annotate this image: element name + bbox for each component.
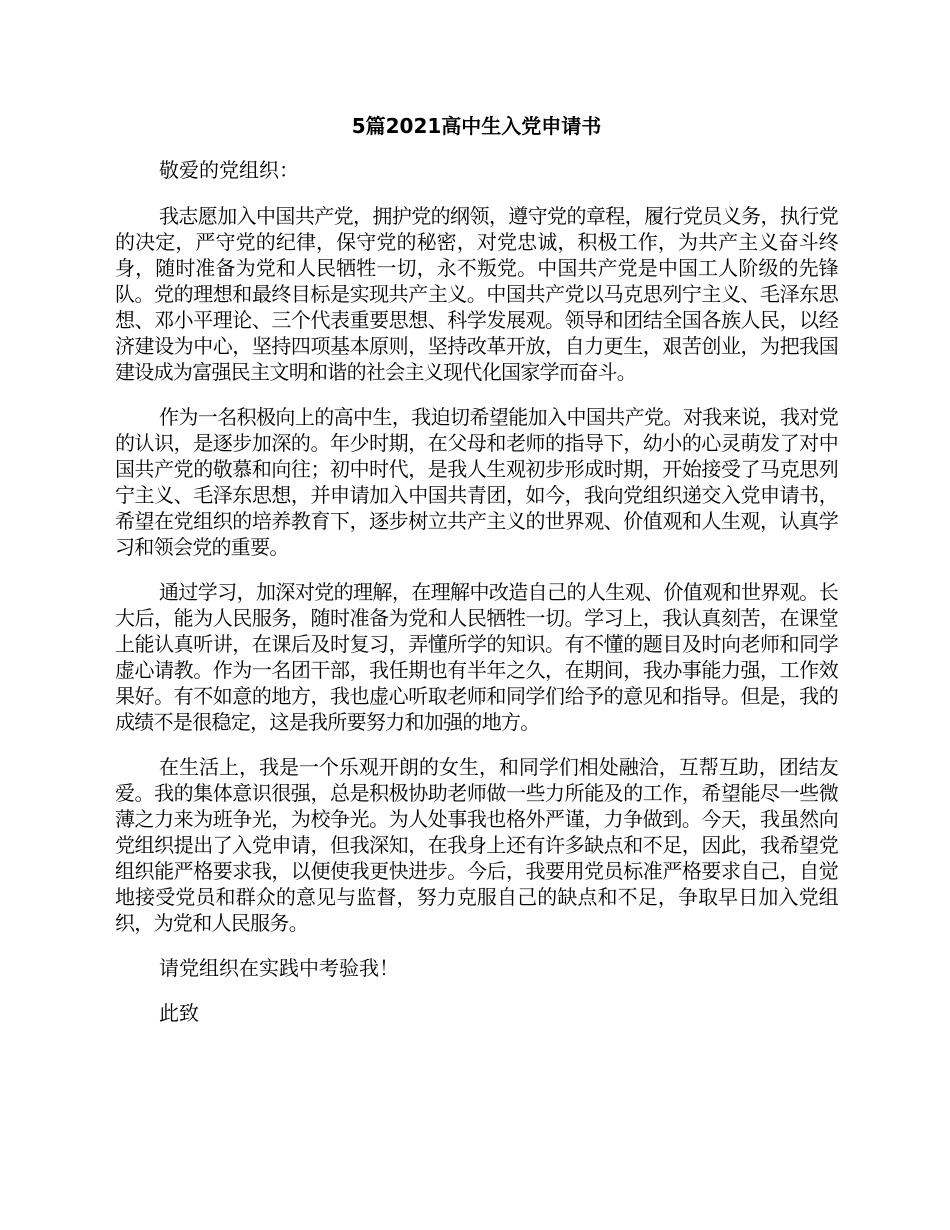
body-paragraph-4: 在生活上，我是一个乐观开朗的女生，和同学们相处融洽，互帮互助，团结友爱。我的集体意识很强，总是积极协助老师做一些力所能及的工作，希望能尽一些微薄之力来为班争光，为校争光。为人处事我也格外严谨，力争做到。今天，我虽然向党组织提出了入党申请，但我深知，在我身上还有许多缺点和不足，因此，我希望党组织能严格要求我，以便使我更快进步。今后，我要用党员标准严格要求自己，自觉地接受党员和群众的意见与监督，努力克服自己的缺点和不足，争取早日加入党组织，为党和人民服务。 <box>115 755 838 935</box>
body-paragraph-1: 我志愿加入中国共产党，拥护党的纲领，遵守党的章程，履行党员义务，执行党的决定，严守党的纪律，保守党的秘密，对党忠诚，积极工作，为共产主义奋斗终身，随时准备为党和人民牺牲一切，永不叛党。中国共产党是中国工人阶级的先锋队。党的理想和最终目标是实现共产主义。中国共产党以马克思列宁主义、毛泽东思想、邓小平理论、三个代表重要思想、科学发展观。领导和团结全国各族人民，以经济建设为中心，坚持四项基本原则，坚持改革开放，自力更生，艰苦创业，为把我国建设成为富强民主文明和谐的社会主义现代化国家学而奋斗。 <box>115 204 838 384</box>
request-line: 请党组织在实践中考验我！ <box>159 956 399 980</box>
document-title: 5篇2021高中生入党申请书 <box>351 114 602 138</box>
body-paragraph-3: 通过学习，加深对党的理解，在理解中改造自己的人生观、价值观和世界观。长大后，能为人民服务，随时准备为党和人民牺牲一切。学习上，我认真刻苦，在课堂上能认真听讲，在课后及时复习，弄懂所学的知识。有不懂的题目及时向老师和同学虚心请教。作为一名团干部，我任期也有半年之久，在期间，我办事能力强，工作效果好。有不如意的地方，我也虚心听取老师和同学们给予的意见和指导。但是，我的成绩不是很稳定，这是我所要努力和加强的地方。 <box>115 580 838 734</box>
closing-line: 此致 <box>159 1001 199 1025</box>
salutation: 敬爱的党组织： <box>159 158 299 182</box>
body-paragraph-2: 作为一名积极向上的高中生，我迫切希望能加入中国共产党。对我来说，我对党的认识，是逐步加深的。年少时期，在父母和老师的指导下，幼小的心灵萌发了对中国共产党的敬慕和向往；初中时代，是我人生观初步形成时期，开始接受了马克思列宁主义、毛泽东思想，并申请加入中国共青团，如今，我向党组织递交入党申请书，希望在党组织的培养教育下，逐步树立共产主义的世界观、价值观和人生观，认真学习和领会党的重要。 <box>115 405 838 559</box>
